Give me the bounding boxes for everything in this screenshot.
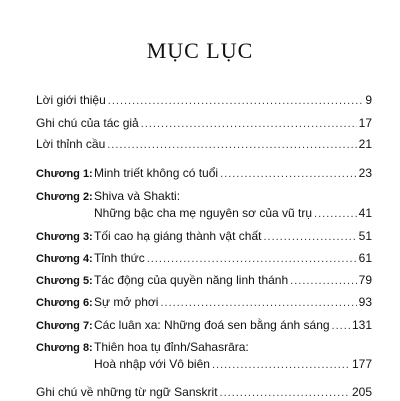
leader-dots xyxy=(263,230,356,245)
entry-title: Thiên hoa tụ đỉnh/Sahasrāra: xyxy=(94,340,249,354)
entry-title: Tỉnh thức xyxy=(94,251,145,265)
entry-title: Tác động của quyền năng linh thánh xyxy=(94,273,289,287)
toc-entry-invocation xyxy=(36,137,372,153)
entry-title: Các luân xa: Những đoá sen bằng ánh sáng xyxy=(94,318,330,332)
toc-entry-chapter-4 xyxy=(36,251,372,267)
toc-entry-chapter-8-line2 xyxy=(94,357,372,373)
entry-title: Ghi chú về những từ ngữ Sanskrit xyxy=(36,385,218,399)
toc-entry-chapter-2-line2 xyxy=(94,206,372,222)
toc-entry-chapter-7 xyxy=(36,318,372,334)
leader-dots xyxy=(141,117,357,132)
toc-entry-chapter-2 xyxy=(36,189,372,205)
leader-dots xyxy=(212,358,350,373)
entry-title-continued: Hoà nhập với Vô biên xyxy=(94,357,210,371)
toc-entry-chapter-1 xyxy=(36,166,372,182)
chapter-label: Chương 7: xyxy=(36,320,93,332)
entry-title: Sự mở phơi xyxy=(94,295,159,309)
leader-dots xyxy=(160,296,356,311)
page-title: MỤC LỤC xyxy=(146,38,254,63)
entry-page: 23 xyxy=(358,166,372,180)
entry-title: Shiva và Shakti: xyxy=(94,189,181,203)
entry-page: 9 xyxy=(365,93,372,107)
toc-entry-introduction xyxy=(36,93,372,109)
leader-dots xyxy=(290,274,356,289)
entry-page: 61 xyxy=(358,251,372,265)
toc-entry-chapter-6 xyxy=(36,295,372,311)
leader-dots xyxy=(220,386,350,401)
chapter-label: Chương 2: xyxy=(36,191,93,203)
entry-title: Ghi chú của tác giả xyxy=(36,116,139,130)
leader-dots xyxy=(220,167,357,182)
entry-page: 93 xyxy=(358,295,372,309)
toc-entry-chapter-3 xyxy=(36,229,372,245)
entry-page: 17 xyxy=(358,116,372,130)
chapter-label: Chương 8: xyxy=(36,342,93,354)
entry-title: Tối cao hạ giáng thành vật chất xyxy=(94,229,262,243)
chapter-label: Chương 5: xyxy=(36,275,93,287)
leader-dots xyxy=(314,207,357,222)
entry-page: 21 xyxy=(358,137,372,151)
toc-entry-author-note xyxy=(36,116,372,132)
toc-entry-chapter-5 xyxy=(36,273,372,289)
leader-dots xyxy=(108,94,364,109)
leader-dots xyxy=(147,252,357,267)
toc-entry-chapter-8 xyxy=(36,340,372,356)
chapter-label: Chương 3: xyxy=(36,231,93,243)
chapter-label: Chương 1: xyxy=(36,168,93,180)
chapter-label: Chương 4: xyxy=(36,253,93,265)
entry-title-continued: Những bậc cha mẹ nguyên sơ của vũ trụ xyxy=(94,206,313,220)
entry-page: 51 xyxy=(358,229,372,243)
entry-title: Minh triết không có tuổi xyxy=(94,166,219,180)
entry-page: 79 xyxy=(358,273,372,287)
entry-title: Lời giới thiệu xyxy=(36,93,106,107)
chapter-label: Chương 6: xyxy=(36,297,93,309)
entry-title: Lời thỉnh cầu xyxy=(36,137,106,151)
entry-page: 131 xyxy=(351,318,372,332)
leader-dots xyxy=(332,319,350,334)
leader-dots xyxy=(107,138,356,153)
toc-entry-sanskrit-notes xyxy=(36,385,372,401)
entry-page: 177 xyxy=(351,357,372,371)
entry-page: 41 xyxy=(358,206,372,220)
entry-page: 205 xyxy=(351,385,372,399)
